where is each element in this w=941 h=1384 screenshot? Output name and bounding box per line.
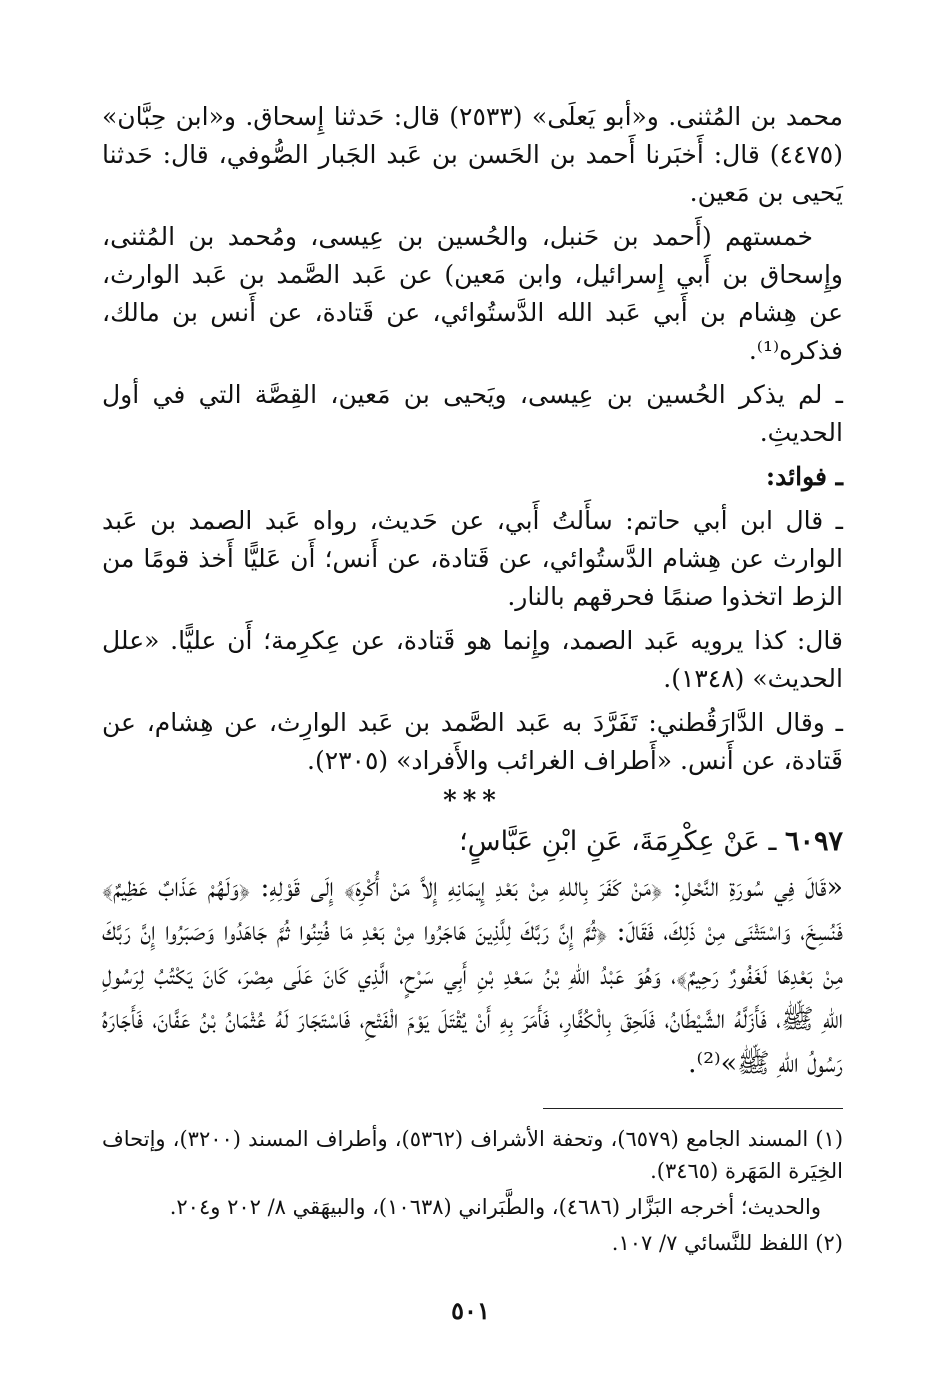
paragraph-5: ـ قال ابن أبي حاتم: سأَلتُ أَبي، عن حَديث، رواه عَبد الصمد بن عَبد الوارث عن هِشام الدَّستُوائي، عن قَتادة، عن أَنس؛ أَن عَليًّا أَخذ قومًا من الزط اتخذوا صنمًا فحرقهم بالنار.: [102, 506, 843, 611]
paragraph-1: محمد بن المُثنى. و«أبو يَعلَى» (٢٥٣٣) قال: حَدثنا إِسحاق. و«ابن حِبَّان» (٤٤٧٥) قال: أَخبَرنا أَحمد بن الحَسن بن عَبد الجَبار الصُّوفي، قال: حَدثنا يَحيى بن مَعين.: [102, 102, 843, 207]
benefits-heading: ـ فوائد:: [765, 462, 843, 491]
section-separator-stars: ***: [443, 786, 502, 816]
hadith-chain: ـ عَنْ عِكْرِمَةَ، عَنِ ابْنِ عَبَّاسٍ؛: [459, 826, 777, 857]
footnote-divider: [543, 1108, 843, 1109]
paragraph-2: خمستهم (أَحمد بن حَنبل، والحُسين بن عِيسى، ومُحمد بن المُثنى، وإِسحاق بن أَبي إِسرائيل، وابن مَعين) عن عَبد الصَّمد بن عَبد الوارث، عن هِشام بن أَبي عَبد الله الدَّستُوائي، عن قَتادة، عن أَنس بن مالك، فذكره⁽¹⁾.: [102, 222, 843, 365]
hadith-text: «قَالَ فِي سُورَةِ النَّحْلِ: ﴿مَنْ كَفَرَ بِاللهِ مِنْ بَعْدِ إِيمَانِهِ إِلاَّ مَنْ أُكْرِهَ﴾ إِلَى قَوْلِهِ: ﴿وَلَهُمْ عَذَابٌ عَظِيمٌ﴾ فَنُسِخَ، وَاسْتَثْنَى مِنْ ذَلِكَ، فَقَالَ: ﴿ثُمَّ إِنَّ رَبَّكَ لِلَّذِينَ هَاجَرُوا مِنْ بَعْدِ مَا فُتِنُوا ثُمَّ جَاهَدُوا وَصَبَرُوا إِنَّ رَبَّكَ مِنْ بَعْدِهَا لَغَفُورٌ رَحِيمٌ﴾، وَهُوَ عَبْدُ اللهِ بْنُ سَعْدِ بْنِ أَبِي سَرْحٍ، الَّذِي كَانَ عَلَى مِصْرَ، كَانَ يَكْتُبُ لِرَسُولِ اللهِ ﷺ، فَأَزَلَّهُ الشَّيْطَانُ، فَلَحِقَ بِالْكُفَّارِ، فَأَمَرَ بِهِ أَنْ يُقْتَلَ يَوْمَ الْفَتْحِ، فَاسْتَجَارَ لَهُ عُثْمَانُ بْنُ عَفَّانَ، فَأَجَارَهُ رَسُولُ اللهِ ﷺ»⁽²⁾.: [102, 872, 843, 1079]
paragraph-3: ـ لم يذكر الحُسين بن عِيسى، ويَحيى بن مَعين، القِصَّة التي في أول الحديثِ.: [102, 380, 843, 447]
footnote-2: (٢) اللفظ للنَّسائي ٧/ ١٠٧.: [611, 1231, 843, 1255]
paragraph-7: ـ وقال الدَّارَقُطني: تَفَرَّدَ به عَبد الصَّمد بن عَبد الوارِث، عن هِشام، عن قَتادة، عن أَنس. «أَطراف الغرائب والأَفراد» (٢٣٠٥).: [102, 708, 843, 775]
footnote-1-continued: والحديث؛ أخرجه البَزَّار (٤٦٨٦)، والطَّبَراني (١٠٦٣٨)، والبيهَقي ٨/ ٢٠٢ و٢٠٤.: [169, 1195, 821, 1219]
main-text: [102, 98, 843, 780]
hadith-header: [102, 822, 843, 862]
paragraph-6: قال: كذا يرويه عَبد الصمد، وإِنما هو قَتادة، عن عِكرِمة؛ أَن عليًّا. «علل الحديث» (١٣٤٨).: [102, 626, 843, 693]
hadith-number: ٦٠٩٧: [784, 826, 843, 857]
page-number: ٥٠١: [451, 1296, 490, 1325]
footnote-1: (١) المسند الجامع (٦٥٧٩)، وتحفة الأشراف (٥٣٦٢)، وأطراف المسند (٣٢٠٠)، وإتحاف الخِيَرة المَهَرة (٣٤٦٥).: [102, 1127, 844, 1183]
footnotes: [102, 1123, 843, 1259]
